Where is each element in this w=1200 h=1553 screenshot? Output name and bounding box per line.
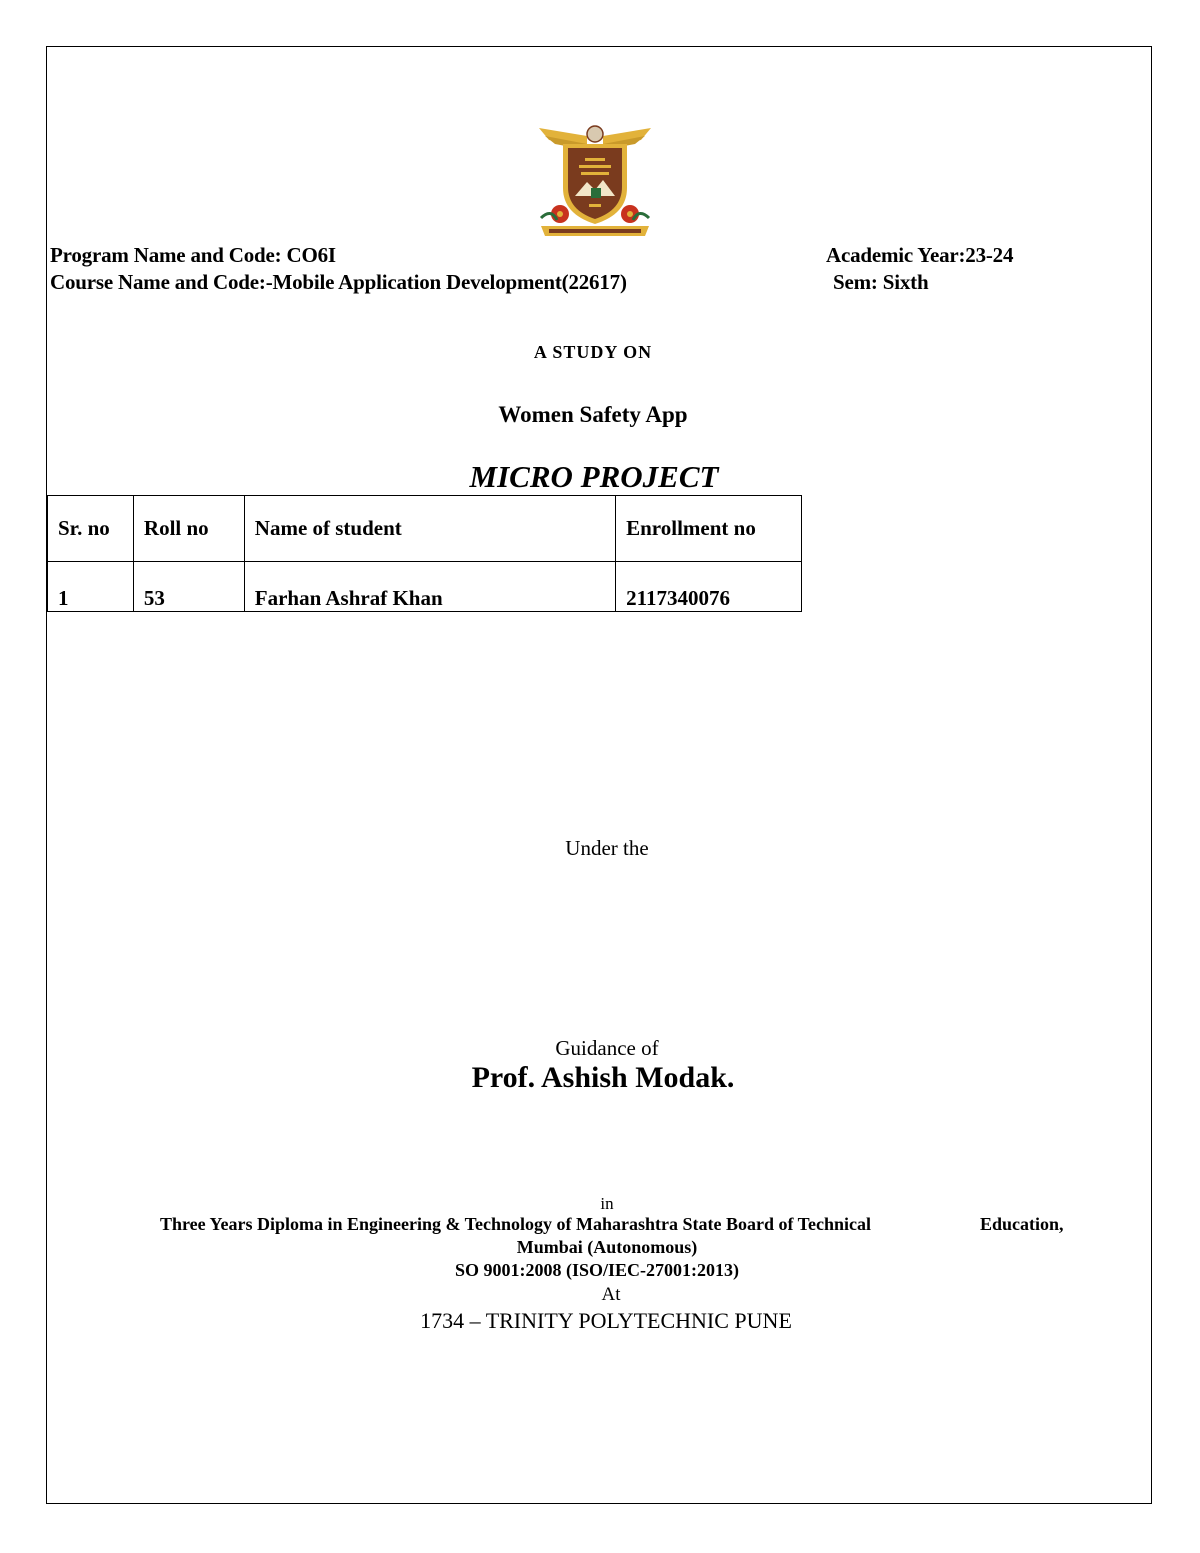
app-title: Women Safety App [498, 402, 688, 427]
header-enrollment-no: Enrollment no [616, 496, 802, 562]
cell-sr-no: 1 [48, 562, 134, 612]
in-text: in [600, 1194, 614, 1213]
header-roll-no: Roll no [133, 496, 244, 562]
academic-year: Academic Year:23-24 [826, 243, 1014, 267]
diploma-education-text: Education, [980, 1214, 1064, 1234]
header-student-name: Name of student [244, 496, 615, 562]
iso-certification-text: SO 9001:2008 (ISO/IEC-27001:2013) [454, 1260, 739, 1280]
at-text: At [601, 1284, 621, 1305]
diploma-text: Three Years Diploma in Engineering & Technology of Maharashtra State Board of Technical [160, 1214, 872, 1234]
table-header-row [48, 496, 802, 562]
semester: Sem: Sixth [833, 270, 929, 294]
course-name-code: Course Name and Code:-Mobile Application Development(22617) [50, 270, 627, 294]
under-the-text: Under the [565, 836, 649, 860]
micro-project-heading: MICRO PROJECT [469, 459, 719, 494]
header-sr-no: Sr. no [48, 496, 134, 562]
professor-name: Prof. Ashish Modak. [471, 1061, 735, 1094]
program-name-code: Program Name and Code: CO6I [50, 243, 336, 267]
institute-emblem-logo [535, 122, 655, 240]
study-on-heading: A STUDY ON [533, 342, 653, 362]
guidance-of-text: Guidance of [555, 1036, 659, 1060]
institute-name: 1734 – TRINITY POLYTECHNIC PUNE [420, 1308, 792, 1333]
mumbai-autonomous-text: Mumbai (Autonomous) [516, 1237, 698, 1257]
cell-student-name: Farhan Ashraf Khan [244, 562, 615, 612]
student-table [47, 495, 802, 612]
cell-roll-no: 53 [133, 562, 244, 612]
cell-enrollment-no: 2117340076 [616, 562, 802, 612]
table-row [48, 562, 802, 612]
